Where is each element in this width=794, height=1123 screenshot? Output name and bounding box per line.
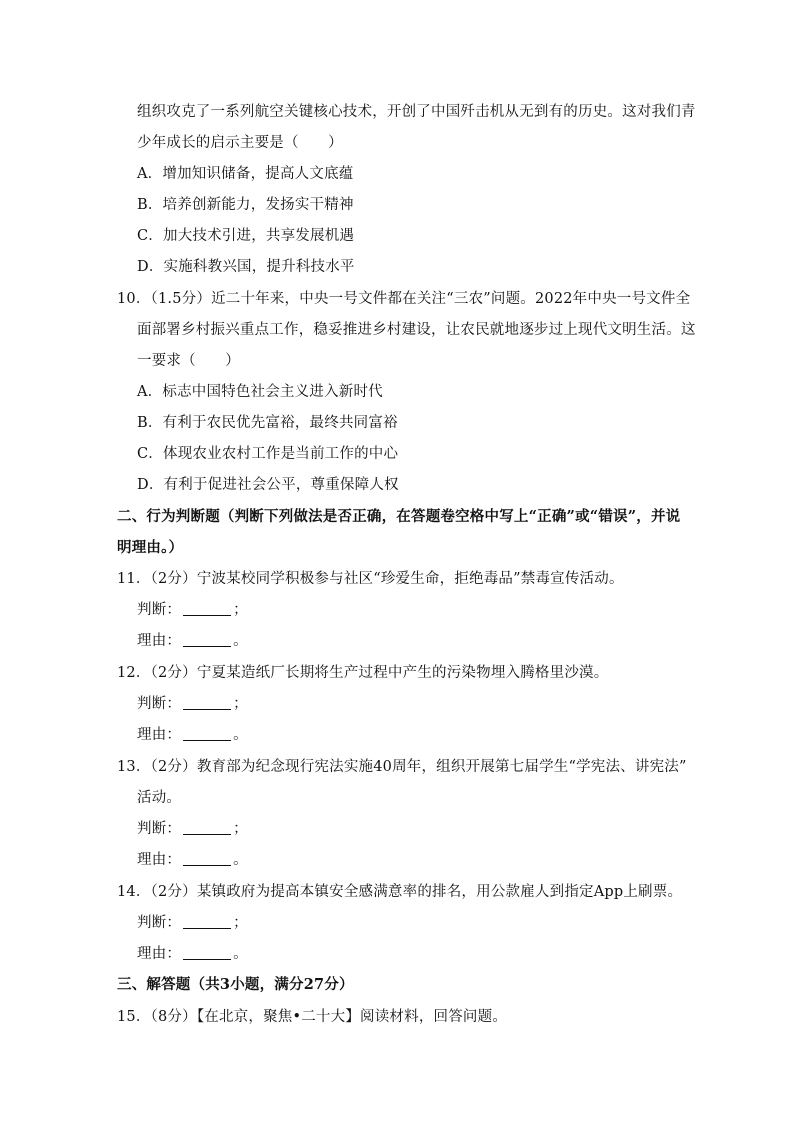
reason-label: 理由：	[137, 852, 182, 868]
q9-option-b: B．培养创新能力，发扬实干精神	[137, 197, 354, 213]
semicolon: ；	[233, 696, 248, 712]
q14-judge-blank[interactable]	[183, 914, 231, 929]
q13-reason-row	[137, 850, 248, 870]
q15-stem: 15．（8分）【在北京，聚焦•二十大】阅读材料，回答问题。	[117, 1009, 508, 1025]
q14-reason-blank[interactable]	[183, 945, 231, 960]
q13-stem-line-2: 活动。	[137, 790, 182, 806]
q10-stem-line-3: 一要求（ ）	[137, 353, 240, 369]
period: 。	[233, 633, 248, 649]
period: 。	[233, 946, 248, 962]
q9-stem-line-1: 组织攻克了一系列航空关键核心技术，开创了中国歼击机从无到有的历史。这对我们青	[137, 104, 696, 120]
q12-judge-blank[interactable]	[183, 695, 231, 710]
semicolon: ；	[233, 602, 248, 618]
q10-stem-line-1: 10．（1.5分）近二十年来，中央一号文件都在关注“三农”问题。2022年中央一号文件全	[117, 291, 691, 307]
q10-option-a: A．标志中国特色社会主义进入新时代	[137, 384, 383, 400]
q9-option-a: A．增加知识储备，提高人文底蕴	[137, 166, 354, 182]
reason-label: 理由：	[137, 727, 182, 743]
judge-label: 判断：	[137, 696, 182, 712]
semicolon: ；	[233, 915, 248, 931]
q12-reason-blank[interactable]	[183, 726, 231, 741]
reason-label: 理由：	[137, 946, 182, 962]
q14-reason-row	[137, 944, 248, 964]
period: 。	[233, 852, 248, 868]
q14-stem: 14．（2分）某镇政府为提高本镇安全感满意率的排名，用公款雇人到指定App上刷票。	[117, 884, 683, 900]
q12-judge-row	[137, 694, 248, 714]
period: 。	[233, 727, 248, 743]
q11-reason-row	[137, 631, 248, 651]
q9-option-d: D．实施科教兴国，提升科技水平	[137, 259, 355, 275]
semicolon: ；	[233, 821, 248, 837]
q13-stem-line-1: 13．（2分）教育部为纪念现行宪法实施40周年，组织开展第七届学生“学宪法、讲宪法”	[117, 759, 687, 775]
q10-option-c: C．体现农业农村工作是当前工作的中心	[137, 446, 399, 462]
judge-label: 判断：	[137, 915, 182, 931]
reason-label: 理由：	[137, 633, 182, 649]
q13-reason-blank[interactable]	[183, 851, 231, 866]
q12-stem: 12．（2分）宁夏某造纸厂长期将生产过程中产生的污染物埋入腾格里沙漠。	[117, 665, 609, 681]
judge-label: 判断：	[137, 602, 182, 618]
q9-stem-line-2: 少年成长的启示主要是（ ）	[137, 135, 343, 151]
judge-label: 判断：	[137, 821, 182, 837]
q12-reason-row	[137, 725, 248, 745]
q14-judge-row	[137, 913, 248, 933]
q13-judge-row	[137, 819, 248, 839]
q11-judge-blank[interactable]	[183, 601, 231, 616]
q10-option-d: D．有利于促进社会公平，尊重保障人权	[137, 477, 399, 493]
q9-option-c: C．加大技术引进，共享发展机遇	[137, 228, 355, 244]
q11-stem: 11．（2分）宁波某校同学积极参与社区“珍爱生命，拒绝毒品”禁毒宣传活动。	[117, 571, 624, 587]
section-2-heading-line-2: 明理由。）	[117, 539, 184, 556]
q13-judge-blank[interactable]	[183, 820, 231, 835]
q11-reason-blank[interactable]	[183, 632, 231, 647]
section-3-heading: 三、解答题（共3小题，满分27分）	[117, 976, 354, 993]
section-2-heading-line-1: 二、行为判断题（判断下列做法是否正确，在答题卷空格中写上“正确”或“错误”，并说	[117, 508, 681, 525]
q10-option-b: B．有利于农民优先富裕，最终共同富裕	[137, 415, 398, 431]
q11-judge-row	[137, 600, 248, 620]
q10-stem-line-2: 面部署乡村振兴重点工作，稳妥推进乡村建设，让农民就地逐步过上现代文明生活。这	[137, 322, 696, 338]
